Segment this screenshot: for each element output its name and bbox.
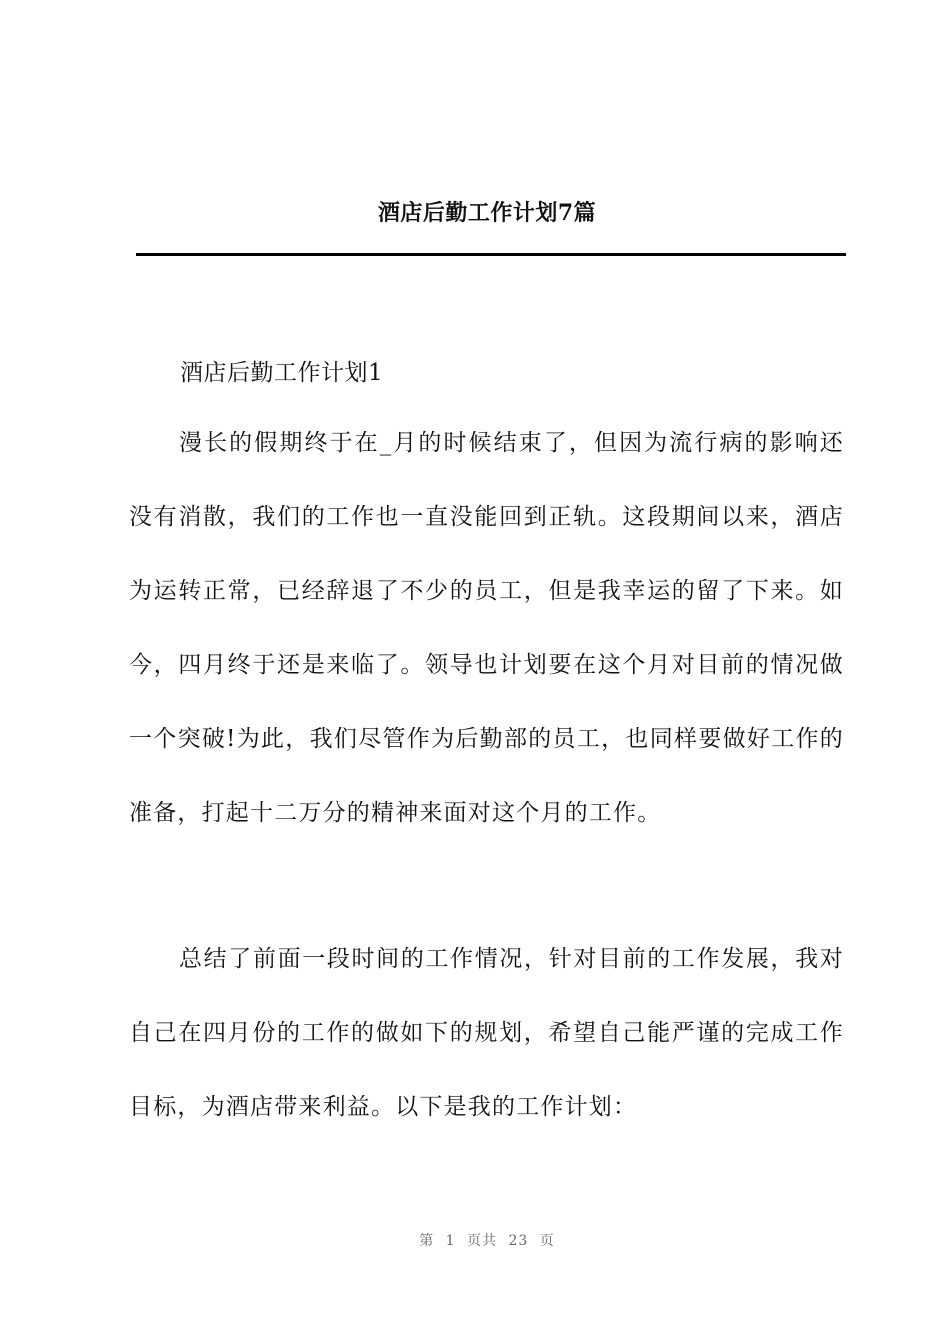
body-paragraph-1: 漫长的假期终于在_月的时候结束了，但因为流行病的影响还没有消散，我们的工作也一直没能回到正轨。这段期间以来，酒店为运转正常，已经辞退了不少的员工，但是我幸运的留了下来。如今，四月终于还是来临了。领导也计划要在这个月对目前的情况做一个突破!为此，我们尽管作为后勤部的员工，也同样要做好工作的准备，打起十二万分的精神来面对这个月的工作。 [129,430,844,826]
page-number-footer: 第 1 页共 23 页 [419,1233,555,1249]
title-divider [136,253,846,256]
document-title: 酒店后勤工作计划7篇 [377,200,597,226]
section-heading: 酒店后勤工作计划1 [180,360,384,386]
body-paragraph-2: 总结了前面一段时间的工作情况，针对目前的工作发展，我对自己在四月份的工作的做如下的规划，希望自己能严谨的完成工作目标，为酒店带来利益。以下是我的工作计划： [129,946,844,1120]
